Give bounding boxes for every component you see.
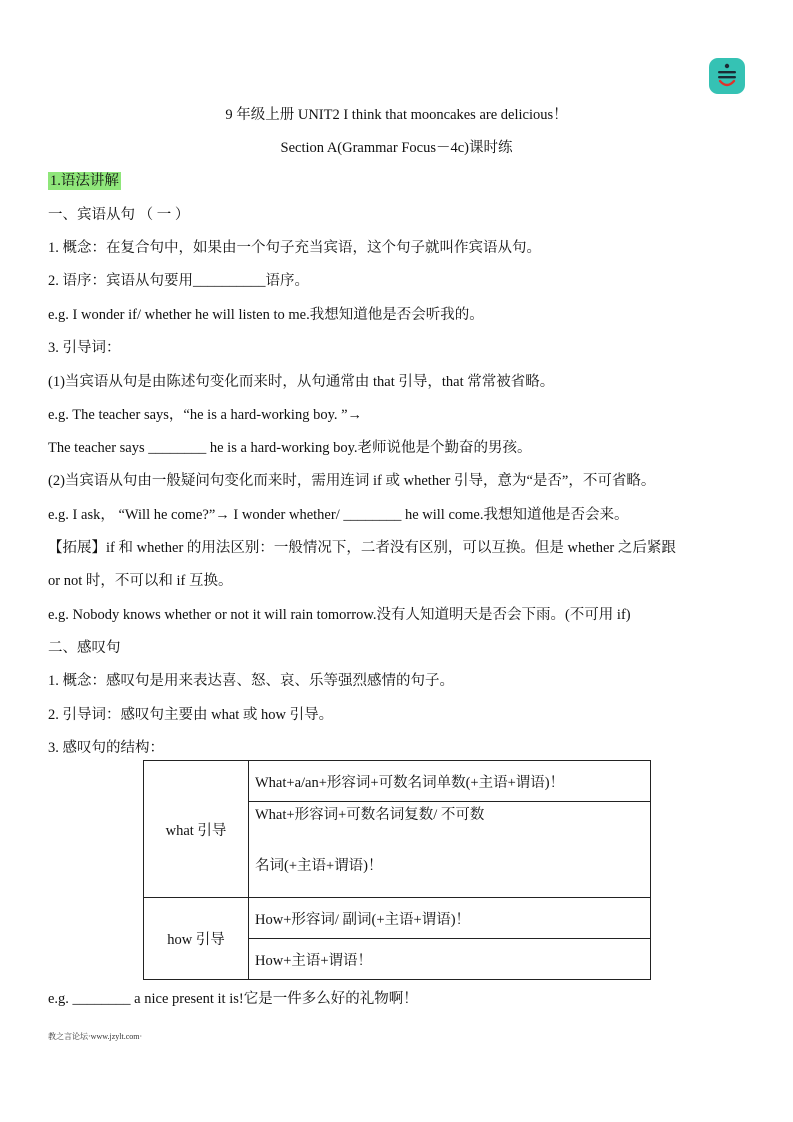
what-label-cell: what 引导 bbox=[144, 761, 249, 898]
heading-object-clause: 一、宾语从句 （ 一 ） bbox=[48, 207, 190, 223]
what-pattern-singular: What+a/an+形容词+可数名词单数(+主语+谓语)！ bbox=[249, 761, 651, 802]
how-pattern-adj: How+形容词/ 副词(+主语+谓语)！ bbox=[249, 898, 651, 939]
example-line: e.g. I ask， “Will he come?”→ I wonder whether/ ________ he will come.我想知道他是否会来。 bbox=[48, 507, 629, 523]
extension-note: 【拓展】if 和 whether 的用法区别：一般情况下，二者没有区别，可以互换。但是 whether 之后紧跟 bbox=[48, 540, 676, 556]
guide-word-line: 2. 引导词：感叹句主要由 what 或 how 引导。 bbox=[48, 707, 334, 723]
example-line: e.g. The teacher says，“he is a hard-working boy. ”→ bbox=[48, 407, 363, 423]
conjunction-heading: 3. 引导词： bbox=[48, 340, 121, 356]
structure-heading: 3. 感叹句的结构： bbox=[48, 740, 164, 756]
exclamatory-structure-table bbox=[143, 760, 651, 980]
rule-that-line: (1)当宾语从句是由陈述句变化而来时，从句通常由 that 引导，that 常常被省略。 bbox=[48, 374, 555, 390]
what-pattern-plural-line2: 名词(+主语+谓语)！ bbox=[255, 857, 383, 874]
what-pattern-plural-line1: What+形容词+可数名词复数/ 不可数 bbox=[255, 806, 485, 823]
how-label-cell: how 引导 bbox=[144, 898, 249, 980]
example-line: The teacher says ________ he is a hard-working boy.老师说他是个勤奋的男孩。 bbox=[48, 440, 532, 456]
doc-subtitle: Section A(Grammar Focus－4c)课时练 bbox=[280, 140, 513, 156]
section-heading bbox=[48, 169, 121, 190]
footer-source: 教之言论坛·www.jzylt.com· bbox=[48, 1032, 143, 1041]
concept-line: 1. 概念：在复合句中，如果由一个句子充当宾语，这个句子就叫作宾语从句。 bbox=[48, 240, 541, 256]
section-heading-text: 1.语法讲解 bbox=[50, 173, 119, 189]
doc-title: 9 年级上册 UNIT2 I think that mooncakes are delicious！ bbox=[225, 107, 568, 123]
rule-if-whether-line: (2)当宾语从句由一般疑问句变化而来时，需用连词 if 或 whether 引导，意为“是否”，不可省略。 bbox=[48, 473, 656, 489]
what-pattern-plural bbox=[249, 802, 651, 898]
example-line: e.g. ________ a nice present it is!它是一件多么好的礼物啊！ bbox=[48, 991, 418, 1007]
how-pattern-subject: How+主语+谓语！ bbox=[249, 939, 651, 980]
extension-note-cont: or not 时，不可以和 if 互换。 bbox=[48, 573, 233, 589]
word-order-line: 2. 语序：宾语从句要用__________语序。 bbox=[48, 273, 309, 289]
example-line: e.g. Nobody knows whether or not it will rain tomorrow.没有人知道明天是否会下雨。(不可用 if) bbox=[48, 607, 631, 623]
heading-exclamatory: 二、感叹句 bbox=[48, 640, 121, 656]
site-logo-icon bbox=[709, 58, 745, 94]
concept-line: 1. 概念：感叹句是用来表达喜、怒、哀、乐等强烈感情的句子。 bbox=[48, 673, 454, 689]
example-line: e.g. I wonder if/ whether he will listen to me.我想知道他是否会听我的。 bbox=[48, 307, 484, 323]
